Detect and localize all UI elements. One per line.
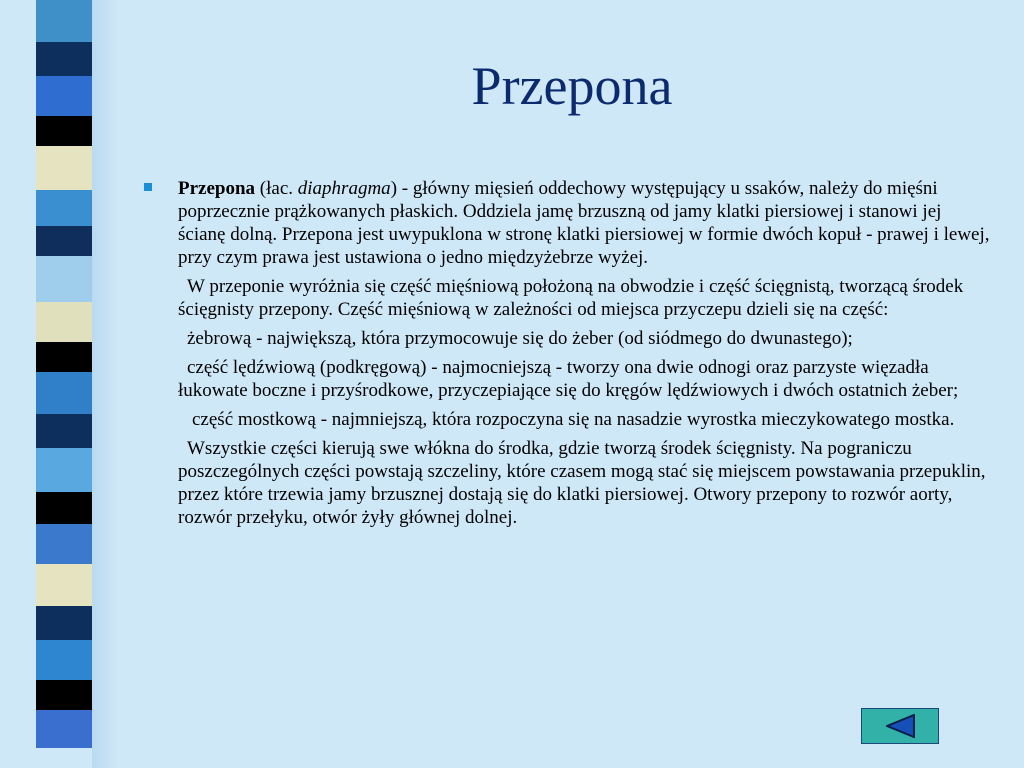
strip-segment xyxy=(36,226,92,256)
strip-segment xyxy=(36,76,92,116)
strip-segment xyxy=(36,302,92,342)
strip-segment xyxy=(36,606,92,640)
paragraph-parts: W przeponie wyróżnia się część mięśniową położoną na obwodzie i część ścięgnistą, tworzącą środek ścięgnisty przepony. Część mięśniową w zależności od miejsca przyczepu dzieli się na część: xyxy=(178,276,964,320)
paragraph-costal: żebrową - największą, która przymocowuje się do żeber (od siódmego do dwunastego); xyxy=(187,328,853,349)
strip-segment xyxy=(36,710,92,748)
triangle-left-icon xyxy=(886,714,916,738)
strip-segment xyxy=(36,372,92,414)
strip-segment xyxy=(36,342,92,372)
paragraph-lumbar: część lędźwiową (podkręgową) - najmocniejszą - tworzy ona dwie odnogi oraz parzyste więzadła łukowate boczne i przyśrodkowe, przyczepiające się do kręgów lędźwiowych i dwóch ostatnich żeber; xyxy=(178,357,959,401)
strip-segment xyxy=(36,116,92,146)
intro-paragraph xyxy=(178,177,990,269)
strip-segment xyxy=(36,414,92,448)
slide-title: Przepona xyxy=(471,56,673,116)
latin-prefix: (łac. xyxy=(255,178,298,199)
strip-shadow xyxy=(92,0,118,768)
slide-body xyxy=(178,177,990,535)
strip-segment xyxy=(36,448,92,492)
term: Przepona xyxy=(178,178,256,199)
strip-segment xyxy=(36,564,92,606)
latin-term: diaphragma xyxy=(297,178,391,199)
paragraph-summary: Wszystkie części kierują swe włókna do środka, gdzie tworzą środek ścięgnisty. Na pograniczu poszczególnych części powstają szczeliny, które czasem mogą stać się miejscem powstawania przepuklin, przez które trzewia jamy brzusznej dostają się do klatki piersiowej. Otwory przepony to rozwór aorty, rozwór przełyku, otwór żyły głównej dolnej. xyxy=(178,438,986,528)
strip-segment xyxy=(36,492,92,524)
strip-segment xyxy=(36,146,92,190)
strip-segment xyxy=(36,42,92,76)
previous-slide-button[interactable] xyxy=(861,708,939,744)
strip-segment xyxy=(36,256,92,302)
decorative-striped-bar xyxy=(36,0,92,768)
strip-segment xyxy=(36,190,92,226)
definition: ) - główny mięsień oddechowy występujący u ssaków, należy do mięśni poprzecznie prążkowanych płaskich. Oddziela jamę brzuszną od jamy klatki piersiowej i stanowi jej ścianę dolną. Przepona jest uwypuklona w stronę klatki piersiowej w formie dwóch kopuł - prawej i lewej, przy czym prawa jest ustawiona o jedno międzyżebrze wyżej. xyxy=(178,178,990,268)
square-bullet-icon xyxy=(144,183,152,191)
paragraph-sternal: część mostkową - najmniejszą, która rozpoczyna się na nasadzie wyrostka mieczykowatego mostka. xyxy=(192,409,955,430)
strip-segment xyxy=(36,524,92,564)
strip-segment xyxy=(36,680,92,710)
strip-segment xyxy=(36,0,92,42)
strip-segment xyxy=(36,640,92,680)
